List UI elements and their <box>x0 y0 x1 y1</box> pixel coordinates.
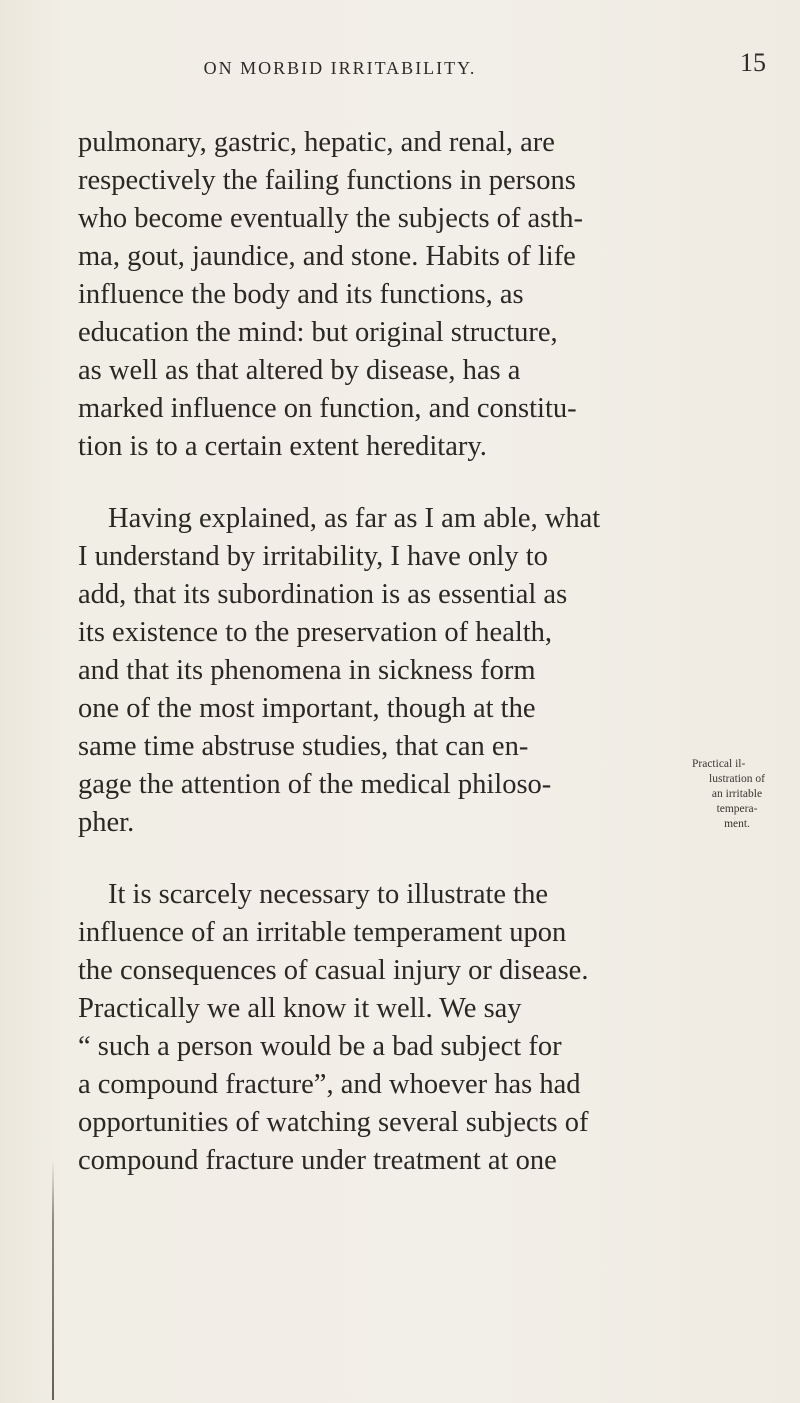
sidenote-line: ment. <box>724 818 750 830</box>
text-line: pulmonary, gastric, hepatic, and renal, are <box>78 127 555 158</box>
sidenote-line: Practical il- <box>692 758 746 770</box>
running-head: ON MORBID IRRITABILITY. <box>203 58 477 78</box>
sidenote-line: lustration of <box>709 773 765 785</box>
text-line: compound fracture under treatment at one <box>78 1145 557 1176</box>
text-line: add, that its subordination is as essential as <box>78 579 568 610</box>
text-line: “ such a person would be a bad subject for <box>78 1031 562 1062</box>
text-line: opportunities of watching several subjects of <box>78 1107 589 1138</box>
text-line: Having explained, as far as I am able, what <box>108 503 601 534</box>
text-line: I understand by irritability, I have only to <box>78 541 548 572</box>
text-line: Practically we all know it well. We say <box>78 993 522 1024</box>
text-line: influence the body and its functions, as <box>78 279 524 310</box>
text-line: It is scarcely necessary to illustrate the <box>108 879 548 910</box>
binding-edge-shadow <box>52 1160 54 1400</box>
text-line: influence of an irritable temperament upon <box>78 917 567 948</box>
text-line: education the mind: but original structure, <box>78 317 558 348</box>
page-number: 15 <box>740 48 766 77</box>
text-line: as well as that altered by disease, has a <box>78 355 521 386</box>
text-line: a compound fracture”, and whoever has had <box>78 1069 581 1100</box>
text-line: and that its phenomena in sickness form <box>78 655 536 686</box>
marginal-sidenote <box>692 757 782 832</box>
text-line: one of the most important, though at the <box>78 693 536 724</box>
sidenote-line: tempera- <box>716 803 758 815</box>
text-line: pher. <box>78 807 135 838</box>
sidenote-line: an irritable <box>711 788 763 800</box>
text-line: who become eventually the subjects of asth- <box>78 203 583 234</box>
text-line: its existence to the preservation of health, <box>78 617 553 648</box>
text-line: gage the attention of the medical philoso- <box>78 769 552 800</box>
text-line: tion is to a certain extent hereditary. <box>78 431 487 462</box>
text-line: ma, gout, jaundice, and stone. Habits of life <box>78 241 576 272</box>
text-line: same time abstruse studies, that can en- <box>78 731 529 762</box>
text-line: respectively the failing functions in persons <box>78 165 576 196</box>
text-line: marked influence on function, and constitu- <box>78 393 577 424</box>
text-line: the consequences of casual injury or disease. <box>78 955 589 986</box>
